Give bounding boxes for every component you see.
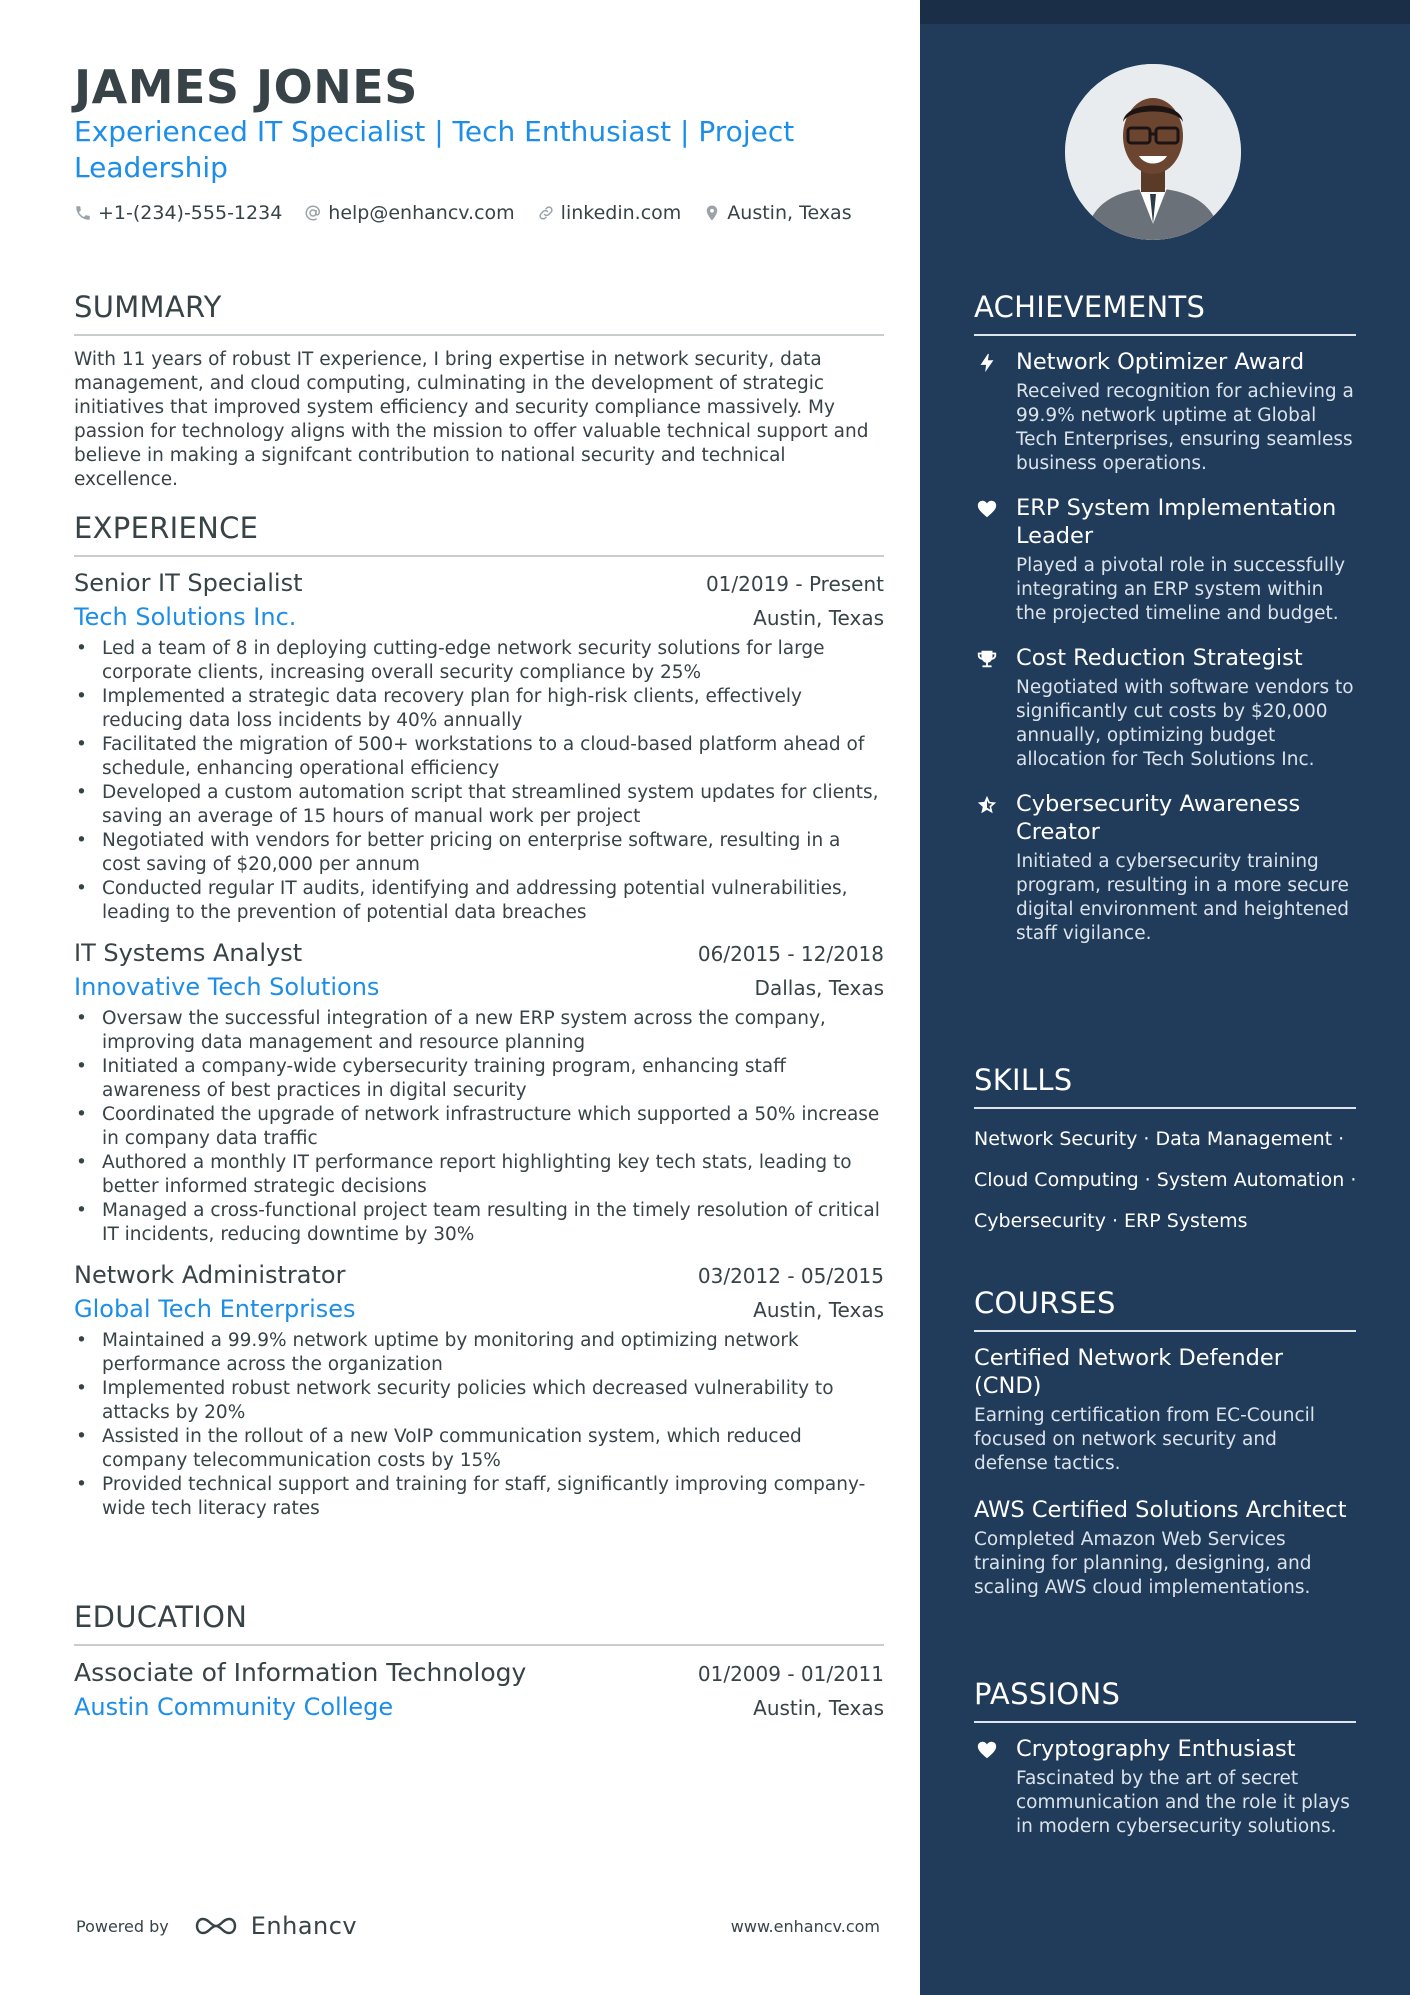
degree-title: Associate of Information Technology bbox=[74, 1658, 527, 1687]
education-divider bbox=[74, 1644, 884, 1646]
achievement-title: Cybersecurity Awareness Creator bbox=[1016, 791, 1301, 845]
footer bbox=[76, 1912, 880, 1940]
course-item bbox=[974, 1344, 1356, 1476]
heart-icon bbox=[976, 498, 998, 520]
job-entry bbox=[74, 569, 884, 925]
courses-divider bbox=[974, 1330, 1356, 1332]
course-desc: Completed Amazon Web Services training for planning, designing, and scaling AWS cloud implementations. bbox=[974, 1529, 1312, 1598]
skills-divider bbox=[974, 1107, 1356, 1109]
brand-logo[interactable] bbox=[193, 1912, 357, 1940]
job-bullets bbox=[74, 637, 884, 925]
at-icon bbox=[304, 204, 322, 222]
phone-icon bbox=[74, 204, 92, 222]
bullet-item: • Developed a custom automation script that streamlined system updates for clients, saving an average of 15 hours of manual work per project bbox=[74, 781, 884, 829]
star-icon bbox=[976, 794, 998, 816]
location-text: Austin, Texas bbox=[727, 202, 852, 224]
achievement-desc: Played a pivotal role in successfully integrating an ERP system within the projected timeline and budget. bbox=[1016, 555, 1346, 624]
experience-section bbox=[74, 511, 884, 1521]
achievement-desc: Negotiated with software vendors to significantly cut costs by $20,000 annually, optimizing budget allocation for Tech Solutions Inc. bbox=[1016, 677, 1354, 770]
powered-by bbox=[76, 1912, 357, 1940]
job-title: Network Administrator bbox=[74, 1261, 346, 1289]
courses-section bbox=[974, 1286, 1356, 1600]
job-company: Tech Solutions Inc. bbox=[74, 603, 297, 631]
passion-title: Cryptography Enthusiast bbox=[1016, 1736, 1296, 1762]
skill-line: Network Security · Data Management · bbox=[974, 1128, 1345, 1150]
contact-phone[interactable] bbox=[74, 202, 282, 224]
email-text: help@enhancv.com bbox=[328, 202, 515, 224]
job-company: Innovative Tech Solutions bbox=[74, 973, 380, 1001]
achievement-item bbox=[974, 790, 1356, 946]
bullet-item: • Authored a monthly IT performance report highlighting key tech stats, leading to better informed strategic decisions bbox=[74, 1151, 884, 1199]
skill-line: Cloud Computing · System Automation · bbox=[974, 1169, 1357, 1191]
education-location: Austin, Texas bbox=[753, 1696, 884, 1720]
course-desc: Earning certification from EC-Council focused on network security and defense tactics. bbox=[974, 1405, 1315, 1474]
achievement-item bbox=[974, 348, 1356, 476]
school-name: Austin Community College bbox=[74, 1693, 394, 1721]
skills-section bbox=[974, 1063, 1356, 1242]
summary-divider bbox=[74, 334, 884, 336]
bullet-item: • Facilitated the migration of 500+ workstations to a cloud-based platform ahead of schedule, enhancing operational efficiency bbox=[74, 733, 884, 781]
bullet-item: • Provided technical support and training for staff, significantly improving company-wide tech literacy rates bbox=[74, 1473, 884, 1521]
job-date: 06/2015 - 12/2018 bbox=[697, 942, 884, 966]
achievement-desc: Initiated a cybersecurity training program, resulting in a more secure digital environment and heightened staff vigilance. bbox=[1016, 851, 1349, 944]
candidate-name: JAMES JONES bbox=[74, 60, 418, 114]
linkedin-text: linkedin.com bbox=[560, 202, 682, 224]
job-date: 01/2019 - Present bbox=[705, 572, 884, 596]
passion-item bbox=[974, 1735, 1356, 1839]
skill-line: Cybersecurity · ERP Systems bbox=[974, 1210, 1248, 1232]
achievement-title: Cost Reduction Strategist bbox=[1016, 645, 1303, 671]
summary-text: With 11 years of robust IT experience, I bring expertise in network security, data management, and cloud computing, culminating in the development of strategic initiatives that improved system efficiency and security compliance massively. My passion for technology aligns with the mission to offer valuable technical support and believe in making a signifcant contribution to national security and technical excellence. bbox=[74, 349, 869, 490]
passions-divider bbox=[974, 1721, 1356, 1723]
sidebar-top-bar bbox=[920, 0, 1410, 24]
passion-desc: Fascinated by the art of secret communication and the role it plays in modern cybersecurity solutions. bbox=[1016, 1768, 1350, 1837]
achievements-section bbox=[974, 290, 1356, 946]
experience-heading: EXPERIENCE bbox=[74, 511, 259, 545]
bullet-item: • Managed a cross-functional project team resulting in the timely resolution of critical IT incidents, reducing downtime by 30% bbox=[74, 1199, 884, 1247]
education-entry bbox=[74, 1658, 884, 1721]
trophy-icon bbox=[976, 648, 998, 670]
education-date: 01/2009 - 01/2011 bbox=[697, 1662, 884, 1686]
skills-heading: SKILLS bbox=[974, 1063, 1073, 1097]
job-bullets bbox=[74, 1007, 884, 1247]
contact-linkedin[interactable] bbox=[537, 202, 682, 224]
location-pin-icon bbox=[703, 204, 721, 222]
job-entry bbox=[74, 1261, 884, 1521]
bullet-item: • Led a team of 8 in deploying cutting-edge network security solutions for large corporate clients, increasing overall security compliance by 25% bbox=[74, 637, 884, 685]
avatar bbox=[1065, 64, 1241, 240]
bullet-item: • Initiated a company-wide cybersecurity training program, enhancing staff awareness of best practices in digital security bbox=[74, 1055, 884, 1103]
enhancv-logo-icon bbox=[193, 1915, 239, 1937]
bullet-item: • Coordinated the upgrade of network infrastructure which supported a 50% increase in company data traffic bbox=[74, 1103, 884, 1151]
achievement-item bbox=[974, 644, 1356, 772]
powered-by-label: Powered by bbox=[76, 1916, 169, 1936]
profile-photo-icon bbox=[1065, 64, 1241, 240]
achievement-desc: Received recognition for achieving a 99.9% network uptime at Global Tech Enterprises, ensuring seamless business operations. bbox=[1016, 381, 1354, 474]
job-date: 03/2012 - 05/2015 bbox=[697, 1264, 884, 1288]
link-icon bbox=[537, 204, 555, 222]
summary-heading: SUMMARY bbox=[74, 290, 222, 324]
job-entry bbox=[74, 939, 884, 1247]
education-section bbox=[74, 1600, 884, 1721]
job-company: Global Tech Enterprises bbox=[74, 1295, 356, 1323]
bullet-item: • Implemented a strategic data recovery plan for high-risk clients, effectively reducing data loss incidents by 40% annually bbox=[74, 685, 884, 733]
contact-bar bbox=[74, 202, 852, 224]
summary-section bbox=[74, 290, 884, 492]
bullet-item: • Assisted in the rollout of a new VoIP communication system, which reduced company telecommunication costs by 15% bbox=[74, 1425, 884, 1473]
passions-heading: PASSIONS bbox=[974, 1677, 1121, 1711]
bullet-item: • Oversaw the successful integration of a new ERP system across the company, improving data management and resource planning bbox=[74, 1007, 884, 1055]
job-location: Dallas, Texas bbox=[754, 976, 884, 1000]
experience-divider bbox=[74, 555, 884, 557]
bullet-item: • Implemented robust network security policies which decreased vulnerability to attacks by 20% bbox=[74, 1377, 884, 1425]
contact-location bbox=[703, 202, 851, 224]
bullet-item: • Conducted regular IT audits, identifying and addressing potential vulnerabilities, leading to the prevention of potential data breaches bbox=[74, 877, 884, 925]
achievement-title: Network Optimizer Award bbox=[1016, 349, 1305, 375]
candidate-headline: Experienced IT Specialist | Tech Enthusiast | Project Leadership bbox=[74, 115, 795, 184]
skills-list bbox=[974, 1119, 1356, 1242]
heart-icon bbox=[976, 1739, 998, 1761]
job-bullets bbox=[74, 1329, 884, 1521]
achievement-item bbox=[974, 494, 1356, 626]
course-title: Certified Network Defender (CND) bbox=[974, 1345, 1283, 1399]
job-title: IT Systems Analyst bbox=[74, 939, 303, 967]
courses-heading: COURSES bbox=[974, 1286, 1116, 1320]
brand-name: Enhancv bbox=[250, 1912, 358, 1940]
phone-text: +1-(234)-555-1234 bbox=[98, 202, 283, 224]
bullet-item: • Maintained a 99.9% network uptime by monitoring and optimizing network performance across the organization bbox=[74, 1329, 884, 1377]
achievement-title: ERP System Implementation Leader bbox=[1016, 495, 1337, 549]
job-location: Austin, Texas bbox=[753, 606, 884, 630]
job-title: Senior IT Specialist bbox=[74, 569, 303, 597]
bullet-item: • Negotiated with vendors for better pricing on enterprise software, resulting in a cost saving of $20,000 per annum bbox=[74, 829, 884, 877]
sidebar bbox=[920, 0, 1410, 1995]
passions-section bbox=[974, 1677, 1356, 1839]
bolt-icon bbox=[976, 352, 998, 374]
course-item bbox=[974, 1496, 1356, 1600]
achievements-divider bbox=[974, 334, 1356, 336]
footer-site-link[interactable]: www.enhancv.com bbox=[730, 1916, 880, 1936]
achievements-heading: ACHIEVEMENTS bbox=[974, 290, 1206, 324]
contact-email[interactable] bbox=[304, 202, 514, 224]
course-title: AWS Certified Solutions Architect bbox=[974, 1497, 1347, 1523]
job-location: Austin, Texas bbox=[753, 1298, 884, 1322]
education-heading: EDUCATION bbox=[74, 1600, 248, 1634]
